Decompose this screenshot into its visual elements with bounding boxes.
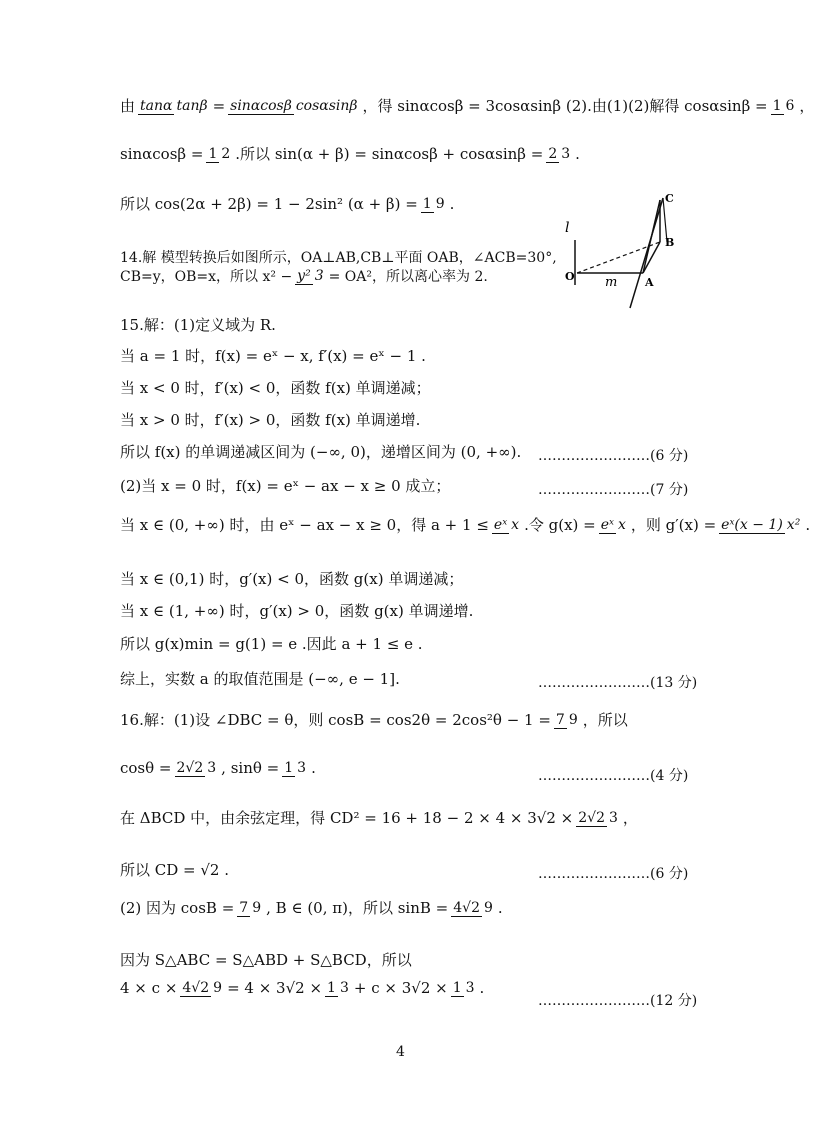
q15-line-i: 当 x ∈ (1, +∞) 时，g′(x) > 0，函数 g(x) 单调递增. [120, 602, 474, 620]
q15-score-13: ……………………(13 分) [538, 675, 698, 691]
q15-line-j: 所以 g(x)min = g(1) = e .因此 a + 1 ≤ e . [120, 635, 423, 653]
derivation-line-3: 所以 cos(2α + 2β) = 1 − 2sin² (α + β) = 1 9 . [120, 195, 455, 213]
q16-score-12: ……………………(12 分) [538, 993, 698, 1009]
q15-line-k: 综上，实数 a 的取值范围是 (−∞, e − 1]. [120, 670, 400, 688]
q14-line-2: CB=y，OB=x，所以 x² − y² 3 = OA²，所以离心率为 2. [120, 268, 488, 285]
q16-line-e: (2) 因为 cosB = 7 9 , B ∈ (0, π)，所以 sinB = 4√2 9 . [120, 899, 503, 917]
q15-line-c: 当 x < 0 时，f′(x) < 0，函数 f(x) 单调递减； [120, 379, 431, 397]
label-m: m [605, 275, 618, 290]
q16-line-f: 因为 S△ABC = S△ABD + S△BCD，所以 [120, 951, 412, 969]
label-l: l [565, 220, 570, 236]
q16-line-b: cosθ = 2√2 3 , sinθ = 1 3 . [120, 759, 316, 777]
q16-line-g: 4 × c × 4√2 9 = 4 × 3√2 × 1 3 + c × 3√2 × 1 3 . [120, 979, 485, 997]
q15-score-7: ……………………(7 分) [538, 482, 689, 498]
q15-line-a: 15.解：(1)定义域为 R. [120, 316, 276, 334]
label-a: A [645, 276, 654, 289]
q15-line-e: 所以 f(x) 的单调递减区间为 (−∞, 0)，递增区间为 (0, +∞). [120, 443, 522, 461]
q16-line-c: 在 ΔBCD 中，由余弦定理，得 CD² = 16 + 18 − 2 × 4 × 3√2 × 2√2 3 ， [120, 809, 638, 827]
q15-line-g: 当 x ∈ (0, +∞) 时，由 eˣ − ax − x ≥ 0，得 a + 1 ≤ eˣ x .令 g(x) = eˣ x ，则 g′(x) = eˣ(x − 1) x² . [120, 516, 811, 534]
q15-line-b: 当 a = 1 时，f(x) = eˣ − x, f′(x) = eˣ − 1 . [120, 347, 426, 365]
q16-score-6: ……………………(6 分) [538, 866, 689, 882]
q15-score-6: ……………………(6 分) [538, 448, 689, 464]
q16-line-d: 所以 CD = √2 . [120, 861, 230, 879]
q16-line-a: 16.解：(1)设 ∠DBC = θ，则 cosB = cos2θ = 2cos²θ − 1 = 7 9 ，所以 [120, 711, 628, 729]
q16-score-4: ……………………(4 分) [538, 768, 689, 784]
q15-line-f: (2)当 x = 0 时，f(x) = eˣ − ax − x ≥ 0 成立； [120, 477, 451, 495]
line-ob [577, 242, 660, 273]
page-number: 4 [396, 1044, 405, 1060]
label-o: O [565, 270, 575, 283]
label-c: C [665, 192, 674, 205]
label-b: B [665, 236, 675, 249]
derivation-line-2: sinαcosβ = 1 2 .所以 sin(α + β) = sinαcosβ + cosαsinβ = 2 3 . [120, 145, 580, 163]
q14-line-1: 14.解 模型转换后如图所示，OA⊥AB,CB⊥平面 OAB，∠ACB=30°, [120, 250, 557, 266]
q15-line-h: 当 x ∈ (0,1) 时，g′(x) < 0，函数 g(x) 单调递减； [120, 570, 464, 588]
geometry-figure [555, 190, 685, 315]
derivation-line-1: 由 tanα tanβ = sinαcosβ cosαsinβ ，得 sinαcosβ = 3cosαsinβ (2).由(1)(2)解得 cosαsinβ = 1 6 ， [120, 97, 814, 115]
line-m-plane [630, 198, 663, 308]
q15-line-d: 当 x > 0 时，f′(x) > 0，函数 f(x) 单调递增. [120, 411, 421, 429]
